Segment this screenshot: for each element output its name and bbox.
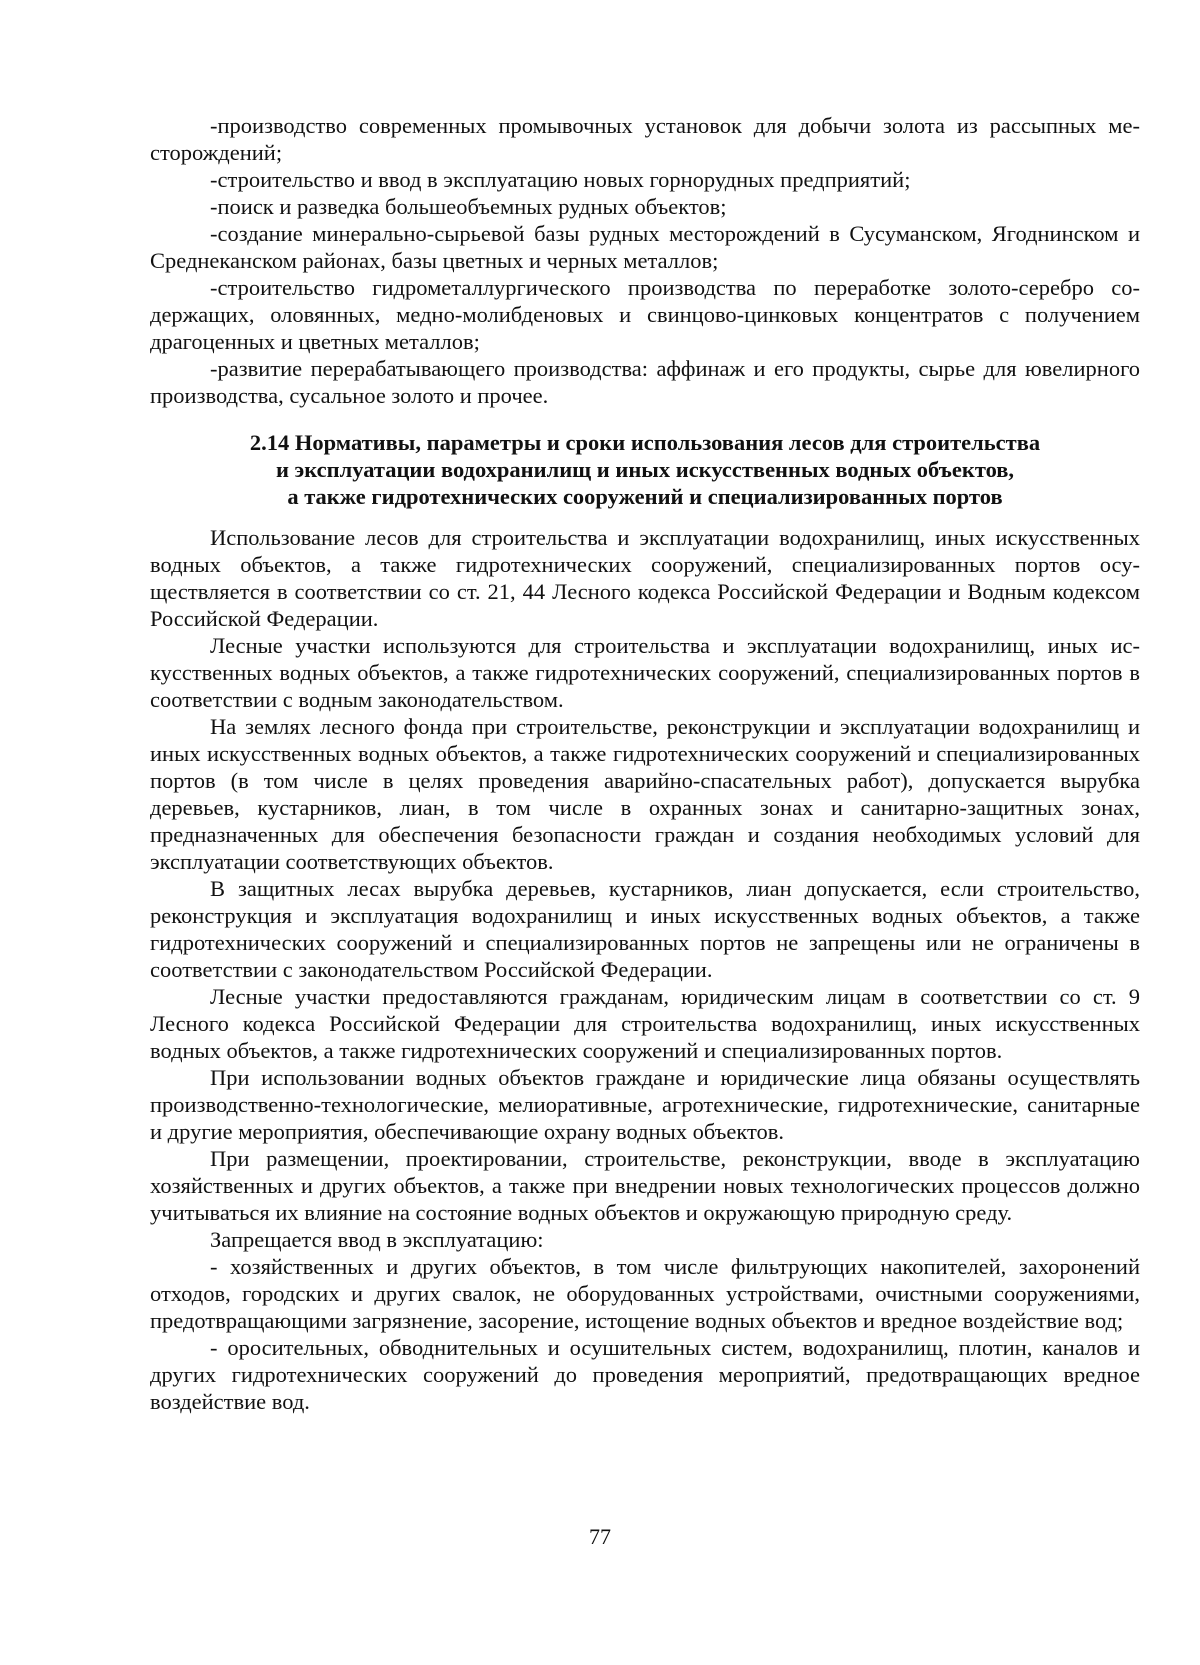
document-page [150,112,1140,1415]
paragraph-forest-use-basis: Использование лесов для строительства и эксплуатации водохранилищ, иных искусственных водных объектов, а также гидротехнических сооружений, специализированных портов осуществляется в соответствии со ст. 21, 44 Лесного кодекса Российской Федерации и Водным кодексом Российской Федерации. [150,525,1140,631]
paragraph-clearing-permitted: На землях лесного фонда при строительстве, реконструкции и эксплуатации водохранилищ и иных искусственных водных объектов, а также гидротехнических сооружений и специализированных портов (в том числе в целях проведения аварийно-спасательных работ), допускается вырубка деревьев, кустарников, лиан, в том числе в охранных зонах и санитарно-защитных зонах, предназначенных для обеспечения безопасности граждан и создания необходимых условий для эксплуатации соответствующих объектов. [150,714,1140,874]
list-item-mineral-base: -создание минерально-сырьевой базы рудных месторождений в Сусуманском, Ягоднинском и Среднеканском районах, базы цветных и черных металлов; [150,221,1140,273]
list-item-irrigation-systems: - оросительных, обводнительных и осушительных систем, водохранилищ, плотин, каналов и других гидротехнических сооружений до проведения мероприятий, предотвращающих вредное воздействие вод. [150,1335,1140,1414]
section-heading-line-3: а также гидротехнических сооружений и специализированных портов [287,484,1003,509]
paragraph-commissioning-prohibited: Запрещается ввод в эксплуатацию: [210,1227,544,1252]
section-heading-line-2: и эксплуатации водохранилищ и иных искусственных водных объектов, [275,457,1015,482]
list-item-economic-objects: - хозяйственных и других объектов, в том числе фильтрующих накопителей, захоронений отходов, городских и других свалок, не оборудованных устройствами, очистными сооружениями, предотвращающими загрязнение, засорение, истощение водных объектов и вредное воздействие вод; [150,1254,1140,1333]
section-heading [150,429,1140,510]
paragraph-plots-provision: Лесные участки предоставляются гражданам, юридическим лицам в соответствии со ст. 9 Лесного кодекса Российской Федерации для строительства водохранилищ, иных искусственных водных объектов, а также гидротехнических сооружений и специализированных портов. [150,984,1140,1063]
list-item-ore-exploration: -поиск и разведка большеобъемных рудных объектов; [210,194,727,219]
list-item-processing: -развитие перерабатывающего производства: аффинаж и его продукты, сырье для ювелирного производства, сусальное золото и прочее. [150,356,1140,408]
list-item-hydrometallurgy: -строительство гидрометаллургического производства по переработке золото-серебро содержащих, оловянных, медно-молибденовых и свинцово-цинковых концентратов с получением драгоценных и цветных металлов; [150,275,1140,354]
page-number: 77 [589,1524,611,1549]
list-item-mining-enterprises: -строительство и ввод в эксплуатацию новых горнорудных предприятий; [210,167,911,192]
list-item-gold-washing: -производство современных промывочных установок для добычи золота из рассыпных месторождений; [150,113,1140,165]
paragraph-environmental-impact: При размещении, проектировании, строительстве, реконструкции, вводе в эксплуатацию хозяйственных и других объектов, а также при внедрении новых технологических процессов должно учитываться их влияние на состояние водных объектов и окружающую природную среду. [150,1146,1140,1225]
paragraph-protective-forests: В защитных лесах вырубка деревьев, кустарников, лиан допускается, если строительство, реконструкция и эксплуатация водохранилищ и иных искусственных водных объектов, а также гидротехнических сооружений и специализированных портов не запрещены или не ограничены в соответствии с законодательством Российской Федерации. [150,876,1140,982]
section-heading-line-1: 2.14 Нормативы, параметры и сроки использования лесов для строительства [249,430,1041,455]
paragraph-forest-plots-use: Лесные участки используются для строительства и эксплуатации водохранилищ, иных искусственных водных объектов, а также гидротехнических сооружений, специализированных портов в соответствии с водным законодательством. [150,633,1140,712]
paragraph-water-protection-duties: При использовании водных объектов граждане и юридические лица обязаны осуществлять производственно-технологические, мелиоративные, агротехнические, гидротехнические, санитарные и другие мероприятия, обеспечивающие охрану водных объектов. [150,1065,1140,1144]
